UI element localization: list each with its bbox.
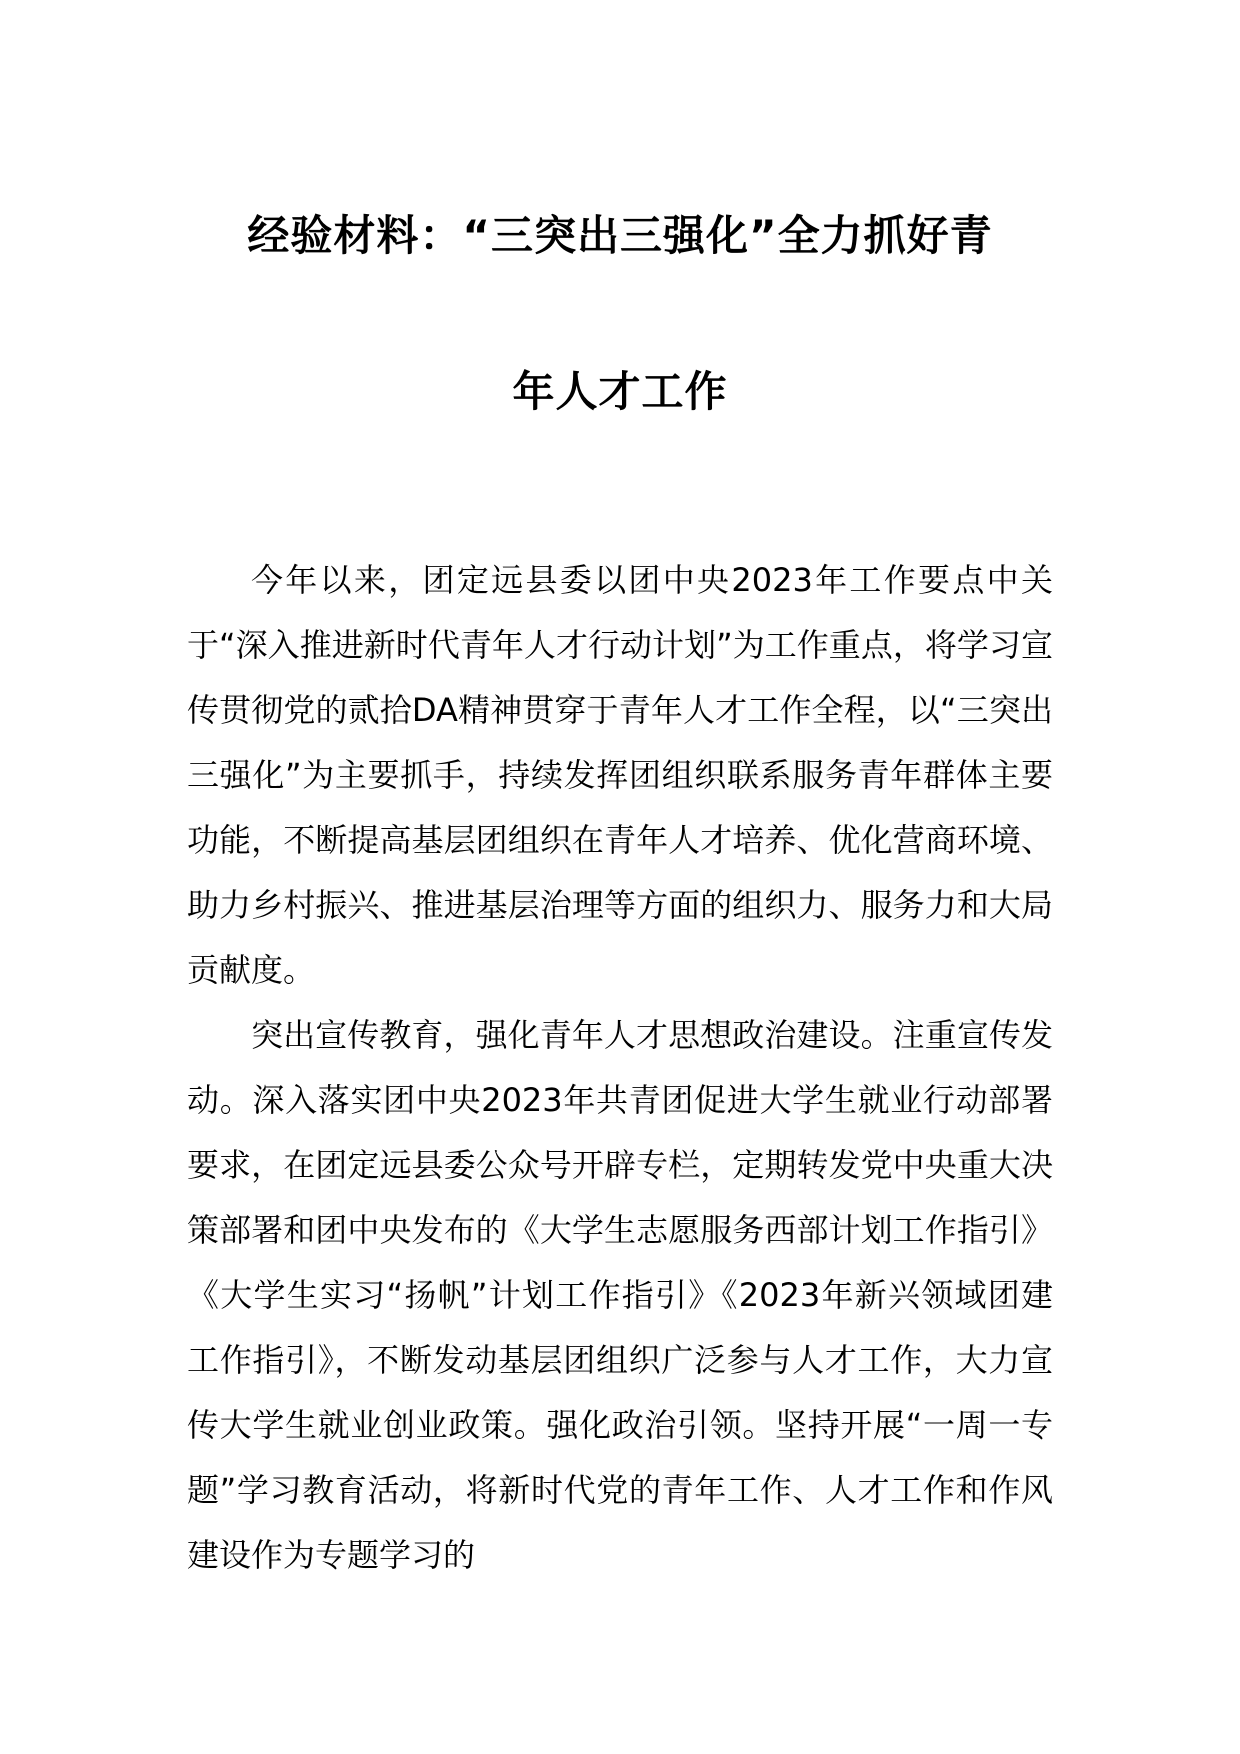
document-body — [187, 548, 1053, 1588]
document-title-line-1: 经验材料：“三突出三强化”全力抓好青 — [247, 211, 993, 260]
paragraph-intro: 今年以来，团定远县委以团中央2023年工作要点中关于“深入推进新时代青年人才行动计划”为工作重点，将学习宣传贯彻党的贰拾DA精神贯穿于青年人才工作全程，以“三突出三强化”为主要抓手，持续发挥团组织联系服务青年群体主要功能，不断提高基层团组织在青年人才培养、优化营商环境、助力乡村振兴、推进基层治理等方面的组织力、服务力和大局贡献度。 — [187, 561, 1053, 989]
document-title-line-2: 年人才工作 — [512, 367, 728, 416]
paragraph-section-1: 突出宣传教育，强化青年人才思想政治建设。注重宣传发动。深入落实团中央2023年共青团促进大学生就业行动部署要求，在团定远县委公众号开辟专栏，定期转发党中央重大决策部署和团中央发布的《大学生志愿服务西部计划工作指引》《大学生实习“扬帆”计划工作指引》《2023年新兴领域团建工作指引》，不断发动基层团组织广泛参与人才工作，大力宣传大学生就业创业政策。强化政治引领。坚持开展“一周一专题”学习教育活动，将新时代党的青年工作、人才工作和作风建设作为专题学习的 — [187, 1016, 1053, 1574]
